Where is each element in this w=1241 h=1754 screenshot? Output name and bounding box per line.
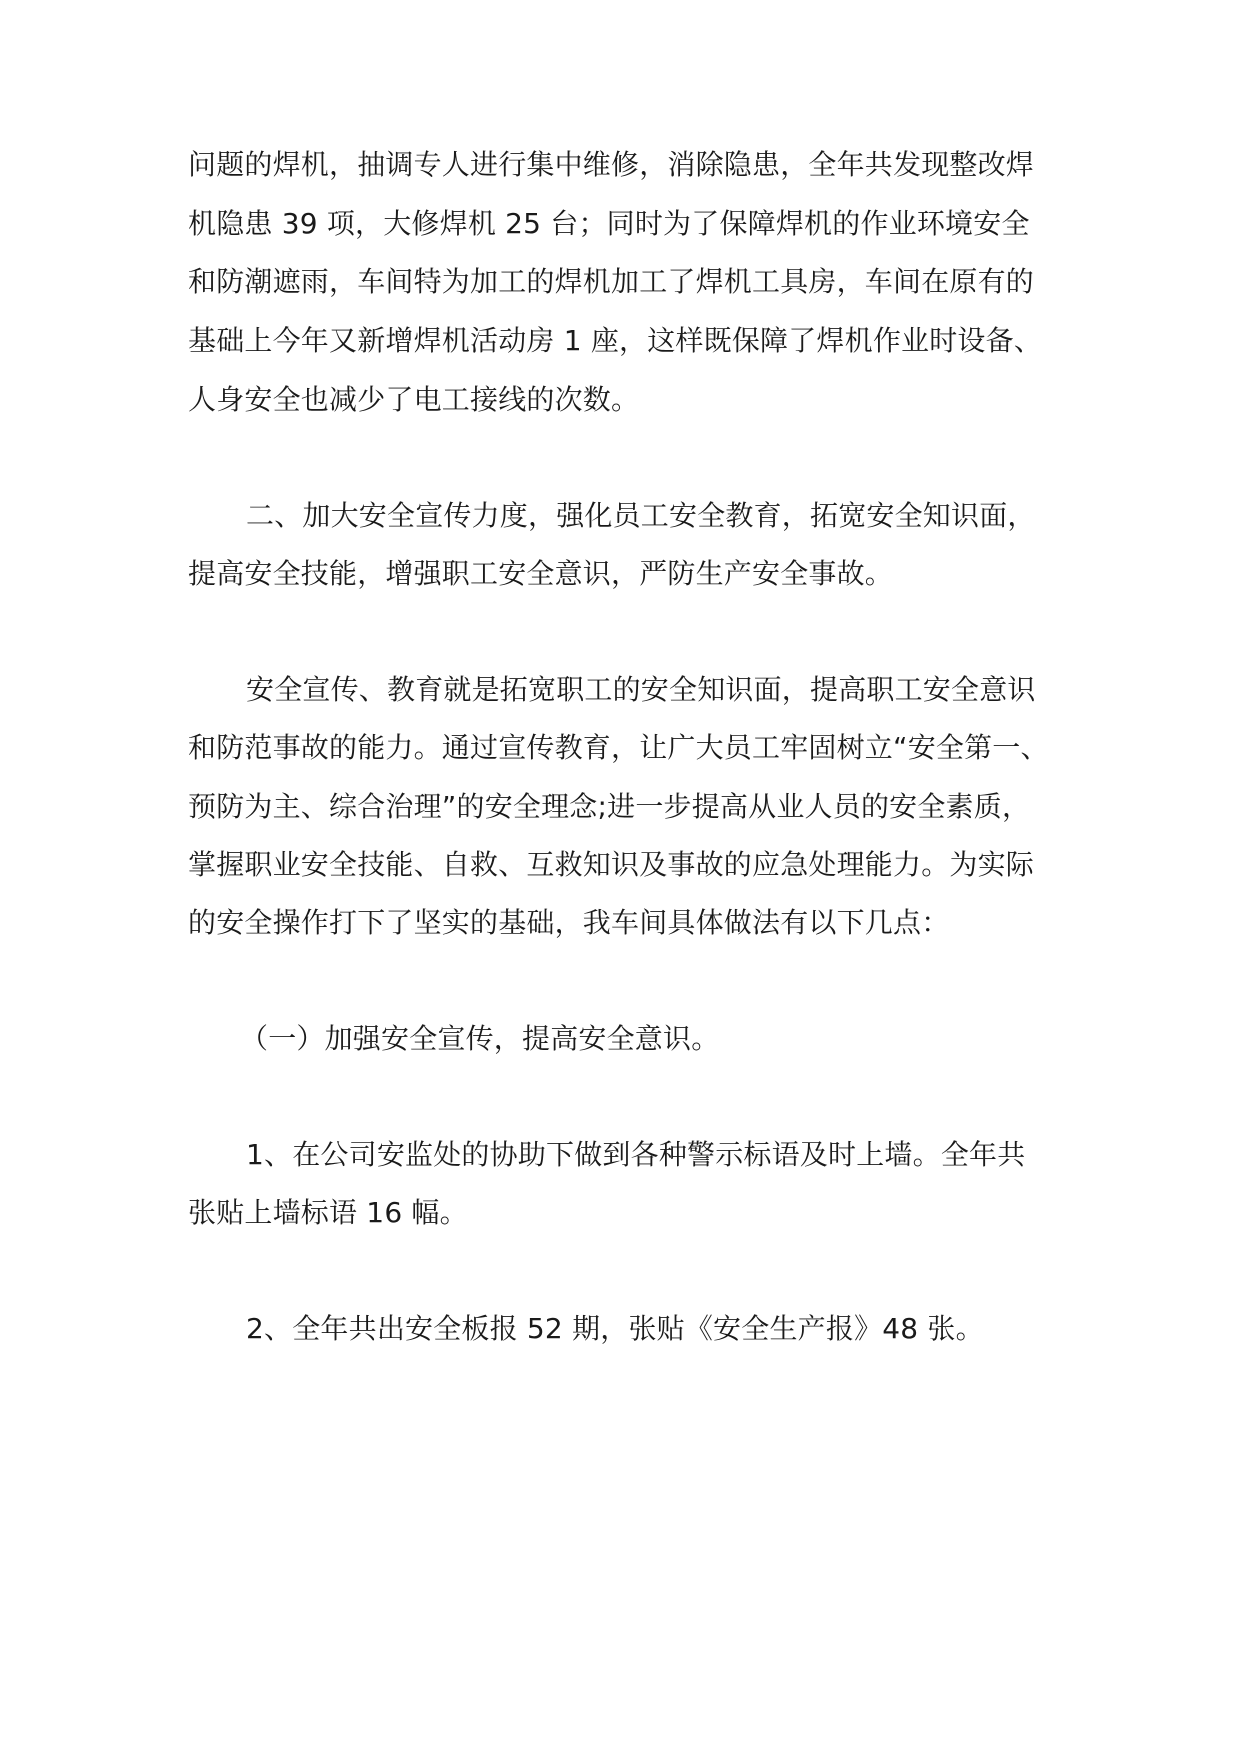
paragraph-3-line-4: 掌握职业安全技能、自救、互救知识及事故的应急处理能力。为实际 xyxy=(188,848,1035,881)
list-item-2-line-1: 2、全年共出安全板报 52 期，张贴《安全生产报》48 张。 xyxy=(246,1312,984,1345)
subsection-heading-1: （一）加强安全宣传，提高安全意识。 xyxy=(240,1022,720,1055)
list-item-1-line-1: 1、在公司安监处的协助下做到各种警示标语及时上墙。全年共 xyxy=(246,1138,1026,1171)
paragraph-3-line-5: 的安全操作打下了坚实的基础，我车间具体做法有以下几点： xyxy=(188,906,950,939)
paragraph-1-line-1: 问题的焊机，抽调专人进行集中维修，消除隐患，全年共发现整改焊 xyxy=(188,148,1035,181)
paragraph-3-line-1: 安全宣传、教育就是拓宽职工的安全知识面，提高职工安全意识 xyxy=(246,673,1036,706)
paragraph-1-line-4: 基础上今年又新增焊机活动房 1 座，这样既保障了焊机作业时设备、 xyxy=(188,324,1043,357)
section-heading-2-line-1: 二、加大安全宣传力度，强化员工安全教育，拓宽安全知识面， xyxy=(246,499,1036,532)
paragraph-1-line-5: 人身安全也减少了电工接线的次数。 xyxy=(188,383,640,416)
paragraph-3-line-3: 预防为主、综合治理”的安全理念;进一步提高从业人员的安全素质， xyxy=(188,790,1031,823)
paragraph-1-line-2: 机隐患 39 项，大修焊机 25 台；同时为了保障焊机的作业环境安全 xyxy=(188,207,1030,240)
paragraph-3-line-2: 和防范事故的能力。通过宣传教育，让广大员工牢固树立“安全第一、 xyxy=(188,731,1049,764)
section-heading-2-line-2: 提高安全技能，增强职工安全意识，严防生产安全事故。 xyxy=(188,557,894,590)
paragraph-1-line-3: 和防潮遮雨，车间特为加工的焊机加工了焊机工具房，车间在原有的 xyxy=(188,265,1035,298)
list-item-1-line-2: 张贴上墙标语 16 幅。 xyxy=(188,1196,468,1229)
